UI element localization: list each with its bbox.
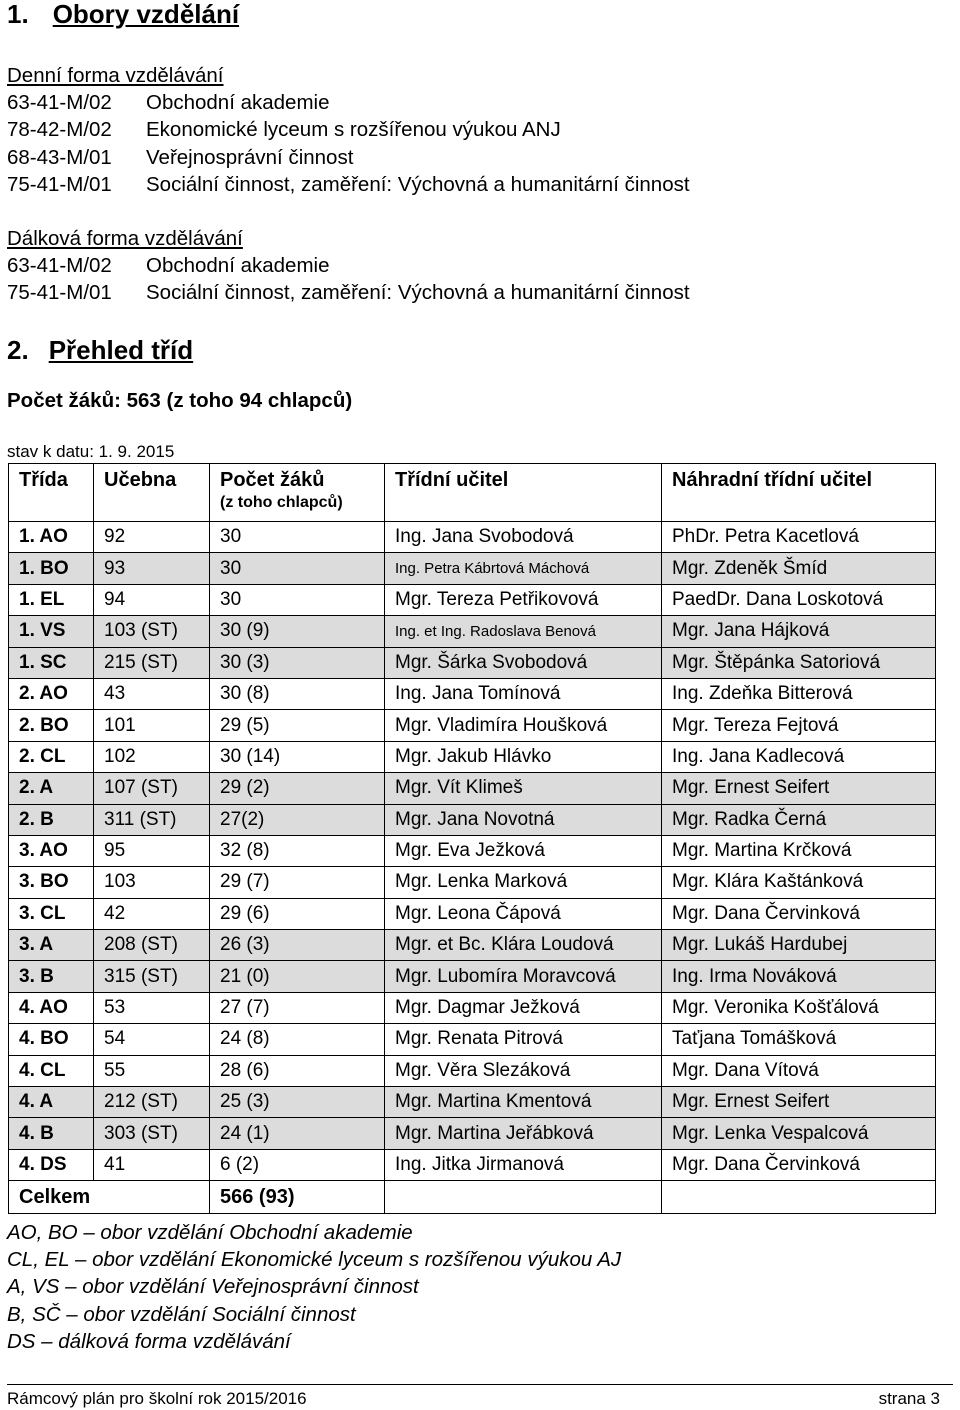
cell-trida: 4. B	[9, 1118, 94, 1149]
cell-pocet: 32 (8)	[210, 835, 385, 866]
cell-ucebna: 93	[94, 553, 210, 584]
cell-ucebna: 92	[94, 522, 210, 553]
header-pocet-label: Počet žáků	[220, 469, 325, 491]
cell-pocet: 24 (8)	[210, 1024, 385, 1055]
legend	[7, 1219, 621, 1355]
section-2-number: 2.	[7, 335, 29, 365]
cell-trida: 3. AO	[9, 835, 94, 866]
program-row	[7, 171, 690, 198]
cell-tridni: Mgr. Martina Jeřábková	[385, 1118, 662, 1149]
dalkova-forma-block	[7, 225, 690, 307]
section-1-heading	[7, 0, 239, 30]
cell-nahradni: Mgr. Klára Kaštánková	[662, 867, 936, 898]
cell-trida: 3. BO	[9, 867, 94, 898]
cell-nahradni: Mgr. Martina Krčková	[662, 835, 936, 866]
program-name: Sociální činnost, zaměření: Výchovná a humanitární činnost	[146, 281, 690, 305]
cell-pocet: 25 (3)	[210, 1087, 385, 1118]
table-row	[9, 773, 936, 804]
cell-nahradni: PaedDr. Dana Loskotová	[662, 584, 936, 615]
cell-pocet: 30	[210, 553, 385, 584]
cell-trida: 1. EL	[9, 584, 94, 615]
program-code: 78-42-M/02	[7, 118, 112, 142]
cell-nahradni: Mgr. Dana Červinková	[662, 898, 936, 929]
cell-ucebna: 103	[94, 867, 210, 898]
program-row	[7, 116, 690, 143]
dalkova-forma-list	[7, 252, 690, 306]
cell-ucebna: 102	[94, 741, 210, 772]
program-name: Sociální činnost, zaměření: Výchovná a humanitární činnost	[146, 172, 690, 196]
cell-trida: 2. BO	[9, 710, 94, 741]
cell-pocet: 29 (7)	[210, 867, 385, 898]
cell-ucebna: 41	[94, 1149, 210, 1180]
cell-tridni: Mgr. Martina Kmentová	[385, 1087, 662, 1118]
cell-tridni: Mgr. Tereza Petřikovová	[385, 584, 662, 615]
cell-pocet: 27(2)	[210, 804, 385, 835]
table-row	[9, 616, 936, 647]
program-code: 68-43-M/01	[7, 145, 112, 169]
cell-trida: 4. AO	[9, 992, 94, 1023]
cell-nahradni: Mgr. Ernest Seifert	[662, 773, 936, 804]
total-label: Celkem	[9, 1181, 210, 1214]
legend-line: B, SČ – obor vzdělání Sociální činnost	[7, 1302, 356, 1326]
cell-nahradni: Ing. Irma Nováková	[662, 961, 936, 992]
cell-pocet: 21 (0)	[210, 961, 385, 992]
cell-tridni: Ing. Jana Svobodová	[385, 522, 662, 553]
cell-pocet: 30	[210, 584, 385, 615]
header-nahradni: Náhradní třídní učitel	[662, 464, 936, 522]
table-row	[9, 867, 936, 898]
cell-ucebna: 54	[94, 1024, 210, 1055]
table-row	[9, 553, 936, 584]
program-code: 63-41-M/02	[7, 91, 112, 115]
program-name: Obchodní akademie	[146, 91, 330, 115]
cell-ucebna: 208 (ST)	[94, 930, 210, 961]
cell-trida: 3. B	[9, 961, 94, 992]
section-1-number: 1.	[7, 0, 29, 29]
table-row	[9, 930, 936, 961]
program-row	[7, 252, 690, 279]
cell-tridni: Ing. et Ing. Radoslava Benová	[385, 616, 662, 647]
legend-line: DS – dálková forma vzdělávání	[7, 1329, 291, 1353]
cell-ucebna: 101	[94, 710, 210, 741]
header-pocet	[210, 464, 385, 522]
cell-pocet: 29 (6)	[210, 898, 385, 929]
cell-ucebna: 107 (ST)	[94, 773, 210, 804]
cell-ucebna: 311 (ST)	[94, 804, 210, 835]
cell-pocet: 30 (3)	[210, 647, 385, 678]
cell-trida: 1. VS	[9, 616, 94, 647]
table-row	[9, 741, 936, 772]
cell-pocet: 27 (7)	[210, 992, 385, 1023]
section-2-heading	[7, 335, 193, 366]
table-row	[9, 1087, 936, 1118]
cell-trida: 1. AO	[9, 522, 94, 553]
header-ucebna: Učebna	[94, 464, 210, 522]
cell-tridni: Ing. Jitka Jirmanová	[385, 1149, 662, 1180]
legend-line: A, VS – obor vzdělání Veřejnosprávní činnost	[7, 1275, 419, 1299]
footer-divider	[7, 1384, 953, 1385]
program-code: 75-41-M/01	[7, 172, 112, 196]
cell-tridni: Mgr. Leona Čápová	[385, 898, 662, 929]
section-2-title: Přehled tříd	[48, 335, 194, 365]
program-code: 75-41-M/01	[7, 281, 112, 305]
cell-nahradni: Mgr. Lenka Vespalcová	[662, 1118, 936, 1149]
cell-nahradni: Mgr. Tereza Fejtová	[662, 710, 936, 741]
table-row	[9, 584, 936, 615]
table-row	[9, 710, 936, 741]
cell-trida: 4. CL	[9, 1055, 94, 1086]
legend-line: CL, EL – obor vzdělání Ekonomické lyceum s rozšířenou výukou AJ	[7, 1248, 622, 1272]
cell-nahradni: Mgr. Veronika Košťálová	[662, 992, 936, 1023]
program-name: Veřejnosprávní činnost	[146, 145, 354, 169]
cell-pocet: 30 (8)	[210, 678, 385, 709]
table-row	[9, 1024, 936, 1055]
program-row	[7, 144, 690, 171]
footer-title: Rámcový plán pro školní rok 2015/2016	[7, 1389, 307, 1408]
cell-ucebna: 55	[94, 1055, 210, 1086]
cell-tridni: Ing. Jana Tomínová	[385, 678, 662, 709]
header-trida: Třída	[9, 464, 94, 522]
cell-trida: 2. B	[9, 804, 94, 835]
cell-trida: 4. BO	[9, 1024, 94, 1055]
cell-tridni: Mgr. Eva Ježková	[385, 835, 662, 866]
cell-ucebna: 103 (ST)	[94, 616, 210, 647]
table-row	[9, 961, 936, 992]
table-header-row	[9, 464, 936, 522]
cell-pocet: 30	[210, 522, 385, 553]
cell-pocet: 30 (9)	[210, 616, 385, 647]
cell-trida: 2. CL	[9, 741, 94, 772]
cell-trida: 4. DS	[9, 1149, 94, 1180]
program-name: Ekonomické lyceum s rozšířenou výukou ANJ	[146, 118, 561, 142]
cell-ucebna: 42	[94, 898, 210, 929]
cell-tridni: Mgr. Jakub Hlávko	[385, 741, 662, 772]
program-name: Obchodní akademie	[146, 254, 330, 278]
stav-date: stav k datu: 1. 9. 2015	[7, 442, 175, 461]
cell-tridni: Mgr. Šárka Svobodová	[385, 647, 662, 678]
cell-trida: 1. BO	[9, 553, 94, 584]
cell-tridni: Mgr. Lubomíra Moravcová	[385, 961, 662, 992]
cell-nahradni: Mgr. Radka Černá	[662, 804, 936, 835]
table-row	[9, 1055, 936, 1086]
table-row	[9, 992, 936, 1023]
cell-nahradni: Mgr. Štěpánka Satoriová	[662, 647, 936, 678]
denni-forma-heading: Denní forma vzdělávání	[7, 64, 224, 87]
cell-nahradni: Mgr. Lukáš Hardubej	[662, 930, 936, 961]
cell-pocet: 29 (2)	[210, 773, 385, 804]
cell-pocet: 30 (14)	[210, 741, 385, 772]
denni-forma-block	[7, 62, 690, 198]
cell-pocet: 6 (2)	[210, 1149, 385, 1180]
section-1-title: Obory vzdělání	[52, 0, 240, 29]
cell-ucebna: 95	[94, 835, 210, 866]
cell-trida: 4. A	[9, 1087, 94, 1118]
cell-nahradni: Mgr. Dana Vítová	[662, 1055, 936, 1086]
cell-trida: 2. A	[9, 773, 94, 804]
table-row	[9, 1118, 936, 1149]
cell-pocet: 26 (3)	[210, 930, 385, 961]
total-empty-cell	[662, 1181, 936, 1214]
table-row	[9, 647, 936, 678]
cell-pocet: 28 (6)	[210, 1055, 385, 1086]
cell-trida: 2. AO	[9, 678, 94, 709]
denni-forma-list	[7, 89, 690, 198]
cell-nahradni: Mgr. Zdeněk Šmíd	[662, 553, 936, 584]
cell-ucebna: 43	[94, 678, 210, 709]
cell-nahradni: Ing. Zdeňka Bitterová	[662, 678, 936, 709]
cell-nahradni: Ing. Jana Kadlecová	[662, 741, 936, 772]
header-tridni: Třídní učitel	[385, 464, 662, 522]
cell-tridni: Mgr. Vít Klimeš	[385, 773, 662, 804]
cell-tridni: Mgr. Vladimíra Houšková	[385, 710, 662, 741]
table-total-row	[9, 1181, 936, 1214]
cell-ucebna: 303 (ST)	[94, 1118, 210, 1149]
table-row	[9, 522, 936, 553]
program-row	[7, 279, 690, 306]
cell-ucebna: 53	[94, 992, 210, 1023]
cell-ucebna: 315 (ST)	[94, 961, 210, 992]
student-count: Počet žáků: 563 (z toho 94 chlapců)	[7, 389, 353, 412]
cell-nahradni: Mgr. Jana Hájková	[662, 616, 936, 647]
table-row	[9, 835, 936, 866]
program-row	[7, 89, 690, 116]
legend-line: AO, BO – obor vzdělání Obchodní akademie	[7, 1221, 413, 1244]
dalkova-forma-heading: Dálková forma vzdělávání	[7, 227, 243, 250]
cell-tridni: Mgr. Věra Slezáková	[385, 1055, 662, 1086]
cell-tridni: Ing. Petra Kábrtová Máchová	[385, 553, 662, 584]
cell-tridni: Mgr. Jana Novotná	[385, 804, 662, 835]
cell-ucebna: 212 (ST)	[94, 1087, 210, 1118]
cell-nahradni: Taťjana Tomášková	[662, 1024, 936, 1055]
cell-tridni: Mgr. et Bc. Klára Loudová	[385, 930, 662, 961]
classes-table	[8, 463, 936, 1214]
cell-pocet: 24 (1)	[210, 1118, 385, 1149]
cell-nahradni: Mgr. Ernest Seifert	[662, 1087, 936, 1118]
cell-trida: 1. SC	[9, 647, 94, 678]
header-pocet-sub: (z toho chlapců)	[220, 494, 343, 511]
table-row	[9, 1149, 936, 1180]
cell-nahradni: PhDr. Petra Kacetlová	[662, 522, 936, 553]
cell-trida: 3. CL	[9, 898, 94, 929]
cell-pocet: 29 (5)	[210, 710, 385, 741]
cell-trida: 3. A	[9, 930, 94, 961]
cell-tridni: Mgr. Lenka Marková	[385, 867, 662, 898]
footer-page-number: strana 3	[878, 1389, 940, 1408]
cell-nahradni: Mgr. Dana Červinková	[662, 1149, 936, 1180]
cell-ucebna: 215 (ST)	[94, 647, 210, 678]
cell-tridni: Mgr. Dagmar Ježková	[385, 992, 662, 1023]
table-row	[9, 678, 936, 709]
cell-tridni: Mgr. Renata Pitrová	[385, 1024, 662, 1055]
total-empty-cell	[385, 1181, 662, 1214]
table-row	[9, 804, 936, 835]
table-row	[9, 898, 936, 929]
cell-ucebna: 94	[94, 584, 210, 615]
total-value: 566 (93)	[210, 1181, 385, 1214]
program-code: 63-41-M/02	[7, 254, 112, 278]
